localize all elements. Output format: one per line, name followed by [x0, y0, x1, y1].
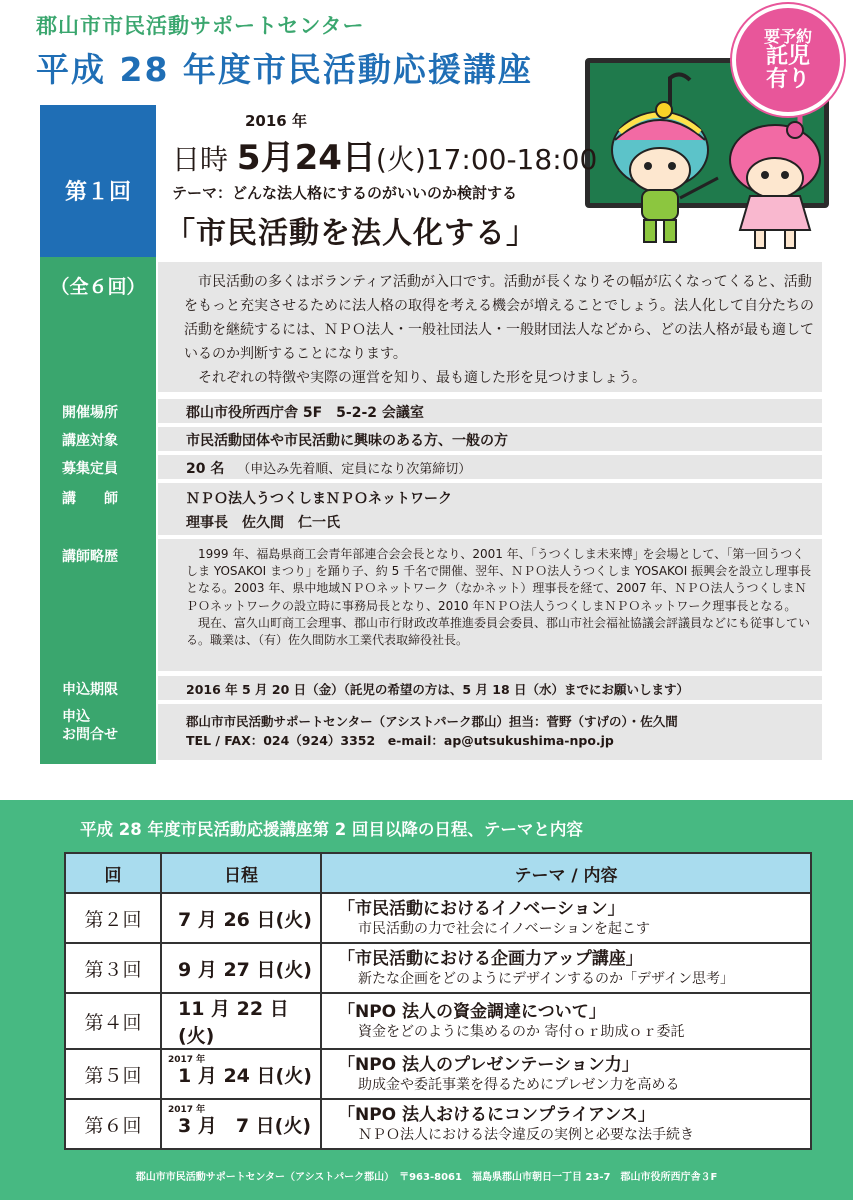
badge-line-2: 託児 — [765, 44, 810, 70]
theme-title: 「市民活動における企画力アップ講座」 — [338, 949, 643, 969]
badge-line-1: 要予約 — [763, 26, 812, 46]
theme-desc: 資金をどのように集めるのか 寄付ｏｒ助成ｏｒ委託 — [358, 1024, 685, 1040]
page-title: 平成 28 年度市民活動応援講座 — [36, 50, 533, 89]
event-time: 17:00-18:00 — [425, 143, 598, 176]
table-row — [65, 1049, 811, 1099]
capacity-value — [186, 458, 471, 478]
badge-line-3: 有り — [765, 67, 810, 93]
theme-cell — [321, 893, 811, 943]
theme-desc: ＮＰＯ法人における法令違反の実例と必要な法手続き — [358, 1127, 694, 1143]
theme-title: 「NPO 法人の資金調達について」 — [338, 1002, 606, 1022]
session-total: （全６回） — [50, 276, 146, 298]
table-row — [65, 1099, 811, 1149]
lecturer-name: 理事長 佐久間 仁一氏 — [186, 515, 340, 531]
schedule-table — [64, 852, 812, 1150]
theme-title: 「市民活動におけるイノベーション」 — [338, 899, 625, 919]
session-number-cell: 第３回 — [65, 943, 161, 993]
theme-cell — [321, 1049, 811, 1099]
date-text: 11 月 22 日(火) — [178, 998, 289, 1047]
lecturer-label: 講 師 — [62, 491, 118, 507]
event-weekday: (火) — [375, 143, 426, 176]
table-row — [65, 893, 811, 943]
venue-label: 開催場所 — [62, 405, 118, 421]
date-cell — [161, 1049, 321, 1099]
lecturer-org: ＮＰＯ法人うつくしまＮＰＯネットワーク — [186, 491, 452, 507]
theme-desc: 市民活動の力で社会にイノベーションを起こす — [358, 921, 651, 937]
target-label: 講座対象 — [62, 433, 118, 449]
contact-phone-email: TEL / FAX：024（924）3352 e-mail：ap@utsukushima-npo.jp — [186, 733, 614, 748]
deadline-label: 申込期限 — [62, 682, 118, 698]
theme-cell — [321, 943, 811, 993]
theme-title: 「NPO 法人おけるにコンプライアンス」 — [338, 1105, 655, 1125]
intro-paragraph: それぞれの特徴や実際の運営を知り、最も適した形を見つけましょう。 — [198, 370, 646, 386]
contact-organization: 郡山市市民活動サポートセンター（アシストパーク郡山）担当：菅野（すげの）・佐久間 — [186, 714, 678, 729]
event-year: 2016 年 — [245, 112, 307, 130]
theme-subtitle: テーマ：どんな法人格にするのがいいのか検討する — [172, 184, 518, 202]
theme-desc: 新たな企画をどのようにデザインするのか「デザイン思考」 — [358, 971, 735, 987]
target-value: 市民活動団体や市民活動に興味のある方、一般の方 — [186, 433, 508, 449]
bio-label: 講師略歴 — [62, 549, 118, 565]
session-number-cell: 第２回 — [65, 893, 161, 943]
date-text: 7 月 26 日(火) — [178, 908, 312, 931]
intro-text — [184, 270, 814, 390]
header-date: 日程 — [161, 853, 321, 893]
session-number-cell: 第６回 — [65, 1099, 161, 1149]
organizer-name: 郡山市市民活動サポートセンター — [36, 14, 365, 38]
bio-paragraph: 1999 年、福島県商工会青年部連合会会長となり、2001 年、｢うつくしま未来博｣ を会場として、｢第一回うつくしま YOSAKOI まつり｣ を踊り子、約 5 千名で開催、翌年、ＮＰＯ法人うつくしま YOSAKOI 振興会を設立し理事長となる。2003 年、県中地域ＮＰＯネットワーク（なかネット）理事長を経て、2007 年、ＮＰＯ法人うつくしまＮＰＯネットワークの設立時に事務局長となり、2010 年ＮＰＯ法人うつくしまＮＰＯネットワーク理事長となる。 — [186, 547, 812, 613]
contact-label-apply: 申込 — [62, 709, 90, 725]
table-row — [65, 943, 811, 993]
capacity-label: 募集定員 — [62, 461, 118, 477]
contact-label-inquiry: お問合せ — [62, 727, 118, 743]
date-year: 2017 年 — [168, 1055, 206, 1065]
capacity-number: 20 名 — [186, 461, 225, 477]
bio-paragraph: 現在、富久山町商工会理事、郡山市行財政改革推進委員会委員、郡山市社会福祉協議会評議員などにも従事している。職業は、（有）佐久間防水工業代表取締役社長。 — [186, 615, 811, 648]
session-number-cell: 第４回 — [65, 993, 161, 1049]
date-year: 2017 年 — [168, 1105, 206, 1115]
date-cell — [161, 1099, 321, 1149]
table-row — [65, 993, 811, 1049]
date-cell — [161, 893, 321, 943]
table-header-row — [65, 853, 811, 893]
date-cell — [161, 943, 321, 993]
session-number-cell: 第５回 — [65, 1049, 161, 1099]
theme-title: 「市民活動を法人化する」 — [165, 216, 537, 251]
lecturer-bio — [186, 546, 816, 649]
deadline-value: 2016 年 5 月 20 日（金）（託児の希望の方は、5 月 18 日（水）までにお願いします） — [186, 682, 690, 697]
header-theme: テーマ / 内容 — [321, 853, 811, 893]
date-text: 1 月 24 日(火) — [178, 1064, 312, 1087]
capacity-note: （申込み先着順、定員になり次第締切） — [237, 462, 472, 477]
footer-address: 郡山市市民活動サポートセンター（アシストパーク郡山） 〒963-8061 福島県郡山市朝日一丁目 23-7 郡山市役所西庁舎３F — [135, 1172, 718, 1183]
theme-cell — [321, 1099, 811, 1149]
session-number: 第１回 — [64, 180, 131, 205]
header-session: 回 — [65, 853, 161, 893]
theme-cell — [321, 993, 811, 1049]
schedule-title: 平成 28 年度市民活動応援講座第 2 回目以降の日程、テーマと内容 — [80, 820, 583, 839]
venue-value: 郡山市役所西庁舎 5F 5-2-2 会議室 — [186, 405, 424, 421]
reservation-badge — [732, 4, 844, 116]
date-prefix: 日時 — [172, 143, 229, 176]
theme-desc: 助成金や委託事業を得るためにプレゼン力を高める — [358, 1077, 680, 1093]
date-cell — [161, 993, 321, 1049]
mascot-boy-icon — [612, 74, 718, 242]
theme-title: 「NPO 法人のプレゼンテーション力」 — [338, 1055, 639, 1075]
date-text: 9 月 27 日(火) — [178, 958, 312, 981]
date-text: 3 月 7 日(火) — [178, 1114, 312, 1137]
event-date: 5月24日 — [236, 138, 376, 178]
event-datetime — [172, 130, 597, 179]
mascot-girl-icon — [730, 98, 822, 248]
intro-paragraph: 市民活動の多くはボランティア活動が入口です。活動が長くなりその幅が広くなってくると、活動をもっと充実させるために法人格の取得を考える機会が増えることでしょう。法人化して自分たちの活動を継続するには、ＮＰＯ法人・一般社団法人・一般財団法人などから、どの法人格が最も適しているのか判断することになります。 — [184, 274, 814, 362]
